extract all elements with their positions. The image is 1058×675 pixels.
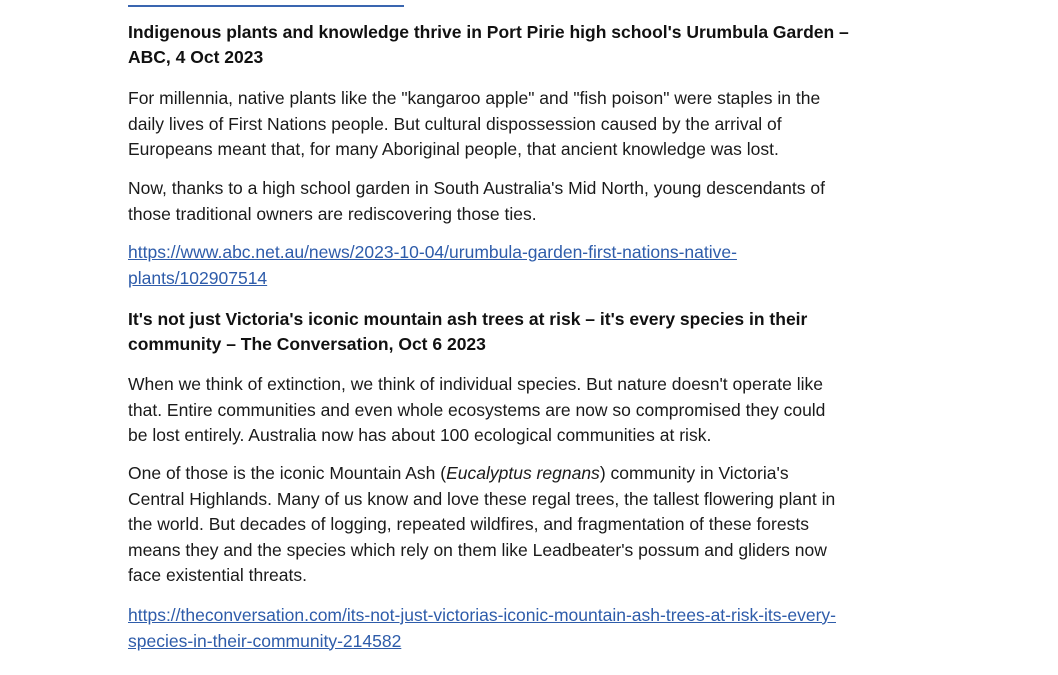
- paragraph-line: When we think of extinction, we think of individual species. But nature doesn't operate like: [128, 374, 823, 394]
- article-2-paragraph-1: [128, 372, 928, 449]
- heading-line: Indigenous plants and knowledge thrive in Port Pirie high school's Urumbula Garden –: [128, 22, 849, 42]
- paragraph-line: the world. But decades of logging, repeated wildfires, and fragmentation of these forests: [128, 514, 809, 534]
- paragraph-line: [128, 461, 928, 487]
- article-1-paragraph-1: [128, 86, 928, 163]
- link-line[interactable]: species-in-their-community-214582: [128, 630, 402, 651]
- paragraph-line: Now, thanks to a high school garden in South Australia's Mid North, young descendants of: [128, 178, 825, 198]
- text-before-italic: One of those is the iconic Mountain Ash (: [128, 463, 447, 483]
- paragraph-line: For millennia, native plants like the "kangaroo apple" and "fish poison" were staples in the: [128, 88, 821, 108]
- article-1-heading: [128, 20, 928, 70]
- link-line[interactable]: plants/102907514: [128, 267, 268, 288]
- heading-line: community – The Conversation, Oct 6 2023: [128, 334, 486, 354]
- paragraph-line: that. Entire communities and even whole ecosystems are now so compromised they could: [128, 399, 826, 420]
- paragraph-line: face existential threats.: [128, 565, 307, 585]
- article-1-link[interactable]: [128, 240, 928, 291]
- article-2-paragraph-2: [128, 461, 928, 589]
- paragraph-line: daily lives of First Nations people. But cultural dispossession caused by the arrival of: [128, 113, 782, 134]
- heading-line: It's not just Victoria's iconic mountain ash trees at risk – it's every species in their: [128, 309, 808, 329]
- paragraph-line: be lost entirely. Australia now has about 100 ecological communities at risk.: [128, 425, 712, 445]
- paragraph-line: means they and the species which rely on them like Leadbeater's possum and gliders now: [128, 539, 827, 560]
- link-line[interactable]: https://www.abc.net.au/news/2023-10-04/urumbula-garden-first-nations-native-: [128, 242, 737, 262]
- article-1-paragraph-2: [128, 176, 928, 227]
- link-line[interactable]: https://theconversation.com/its-not-just-victorias-iconic-mountain-ash-trees-at-risk-its-every-: [128, 605, 836, 625]
- species-name-italic: Eucalyptus regnans: [446, 463, 600, 483]
- article-2-heading: [128, 307, 928, 357]
- heading-line: ABC, 4 Oct 2023: [128, 47, 264, 67]
- article-2-link[interactable]: [128, 603, 928, 654]
- paragraph-line: Europeans meant that, for many Aboriginal people, that ancient knowledge was lost.: [128, 139, 779, 159]
- cropped-link-top[interactable]: [128, 0, 404, 7]
- text-after-italic: ) community in Victoria's: [599, 463, 789, 483]
- paragraph-line: those traditional owners are rediscovering those ties.: [128, 203, 537, 224]
- paragraph-line: Central Highlands. Many of us know and love these regal trees, the tallest flowering plant in: [128, 488, 836, 509]
